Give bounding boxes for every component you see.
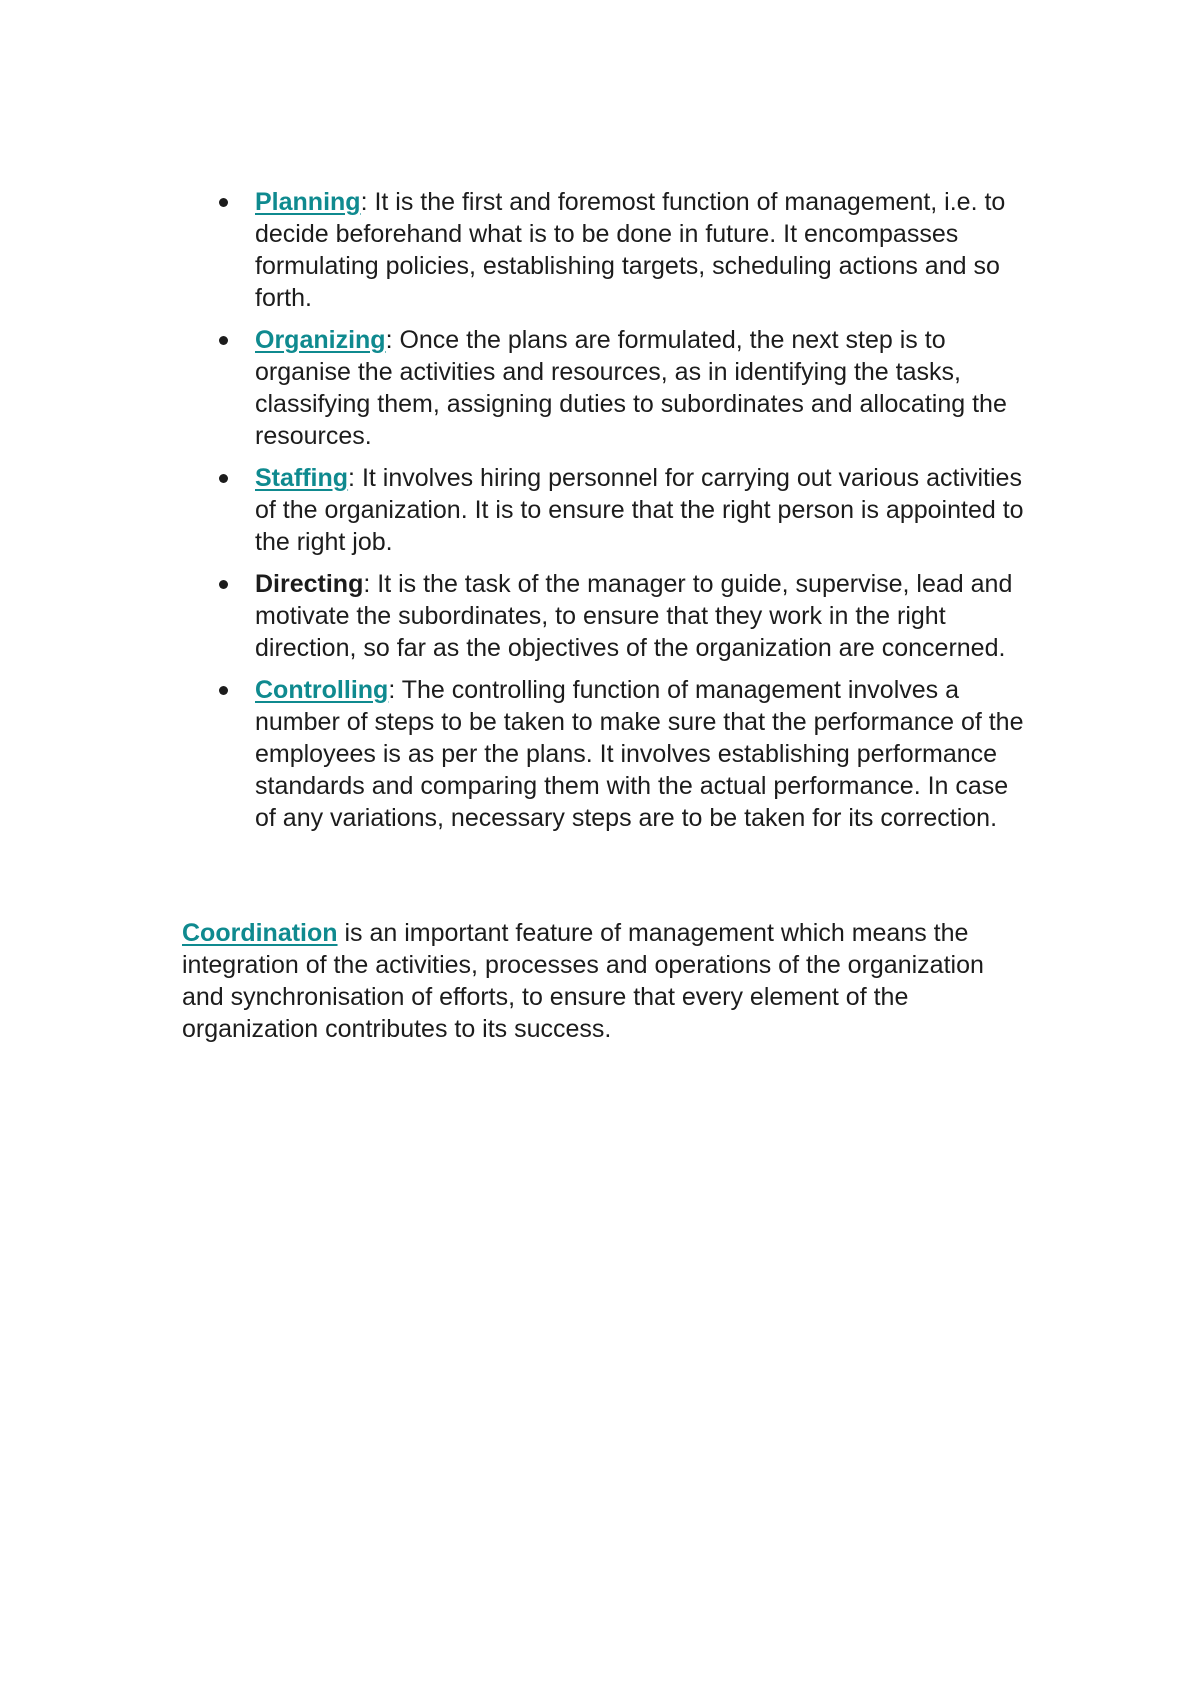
bullet-icon [219, 198, 228, 207]
bullet-icon [219, 336, 228, 345]
management-functions-list [215, 186, 1035, 844]
list-item-staffing [215, 462, 1035, 558]
controlling-link[interactable]: Controlling [255, 676, 389, 704]
list-item-planning [215, 186, 1035, 314]
directing-description: : It is the task of the manager to guide, supervise, lead and motivate the subordinates, to ensure that they work in the right direction, so far as the objectives of the organization are concerned. [255, 570, 1013, 662]
organizing-link[interactable]: Organizing [255, 326, 386, 354]
staffing-link[interactable]: Staffing [255, 464, 349, 492]
bullet-icon [219, 686, 228, 695]
coordination-description: is an important feature of management which means the integration of the activities, processes and operations of the organization and synchronisation of efforts, to ensure that every element of the organization contributes to its success. [182, 919, 984, 1043]
bullet-icon [219, 580, 228, 589]
coordination-paragraph [182, 917, 1022, 1045]
controlling-description: : The controlling function of management involves a number of steps to be taken to make sure that the performance of the employees is as per the plans. It involves establishing performance standards and comparing them with the actual performance. In case of any variations, necessary steps are to be taken for its correction. [255, 676, 1024, 832]
coordination-link[interactable]: Coordination [182, 919, 338, 947]
list-item-directing [215, 568, 1035, 664]
directing-term: Directing [255, 570, 364, 598]
list-item-controlling [215, 674, 1035, 834]
list-item-organizing [215, 324, 1035, 452]
planning-description: : It is the first and foremost function of management, i.e. to decide beforehand what is to be done in future. It encompasses formulating policies, establishing targets, scheduling actions and so forth. [255, 188, 1006, 312]
bullet-icon [219, 474, 228, 483]
staffing-description: : It involves hiring personnel for carrying out various activities of the organization. It is to ensure that the right person is appointed to the right job. [255, 464, 1024, 556]
planning-link[interactable]: Planning [255, 188, 361, 216]
organizing-description: : Once the plans are formulated, the next step is to organise the activities and resources, as in identifying the tasks, classifying them, assigning duties to subordinates and allocating the resources. [255, 326, 1007, 450]
